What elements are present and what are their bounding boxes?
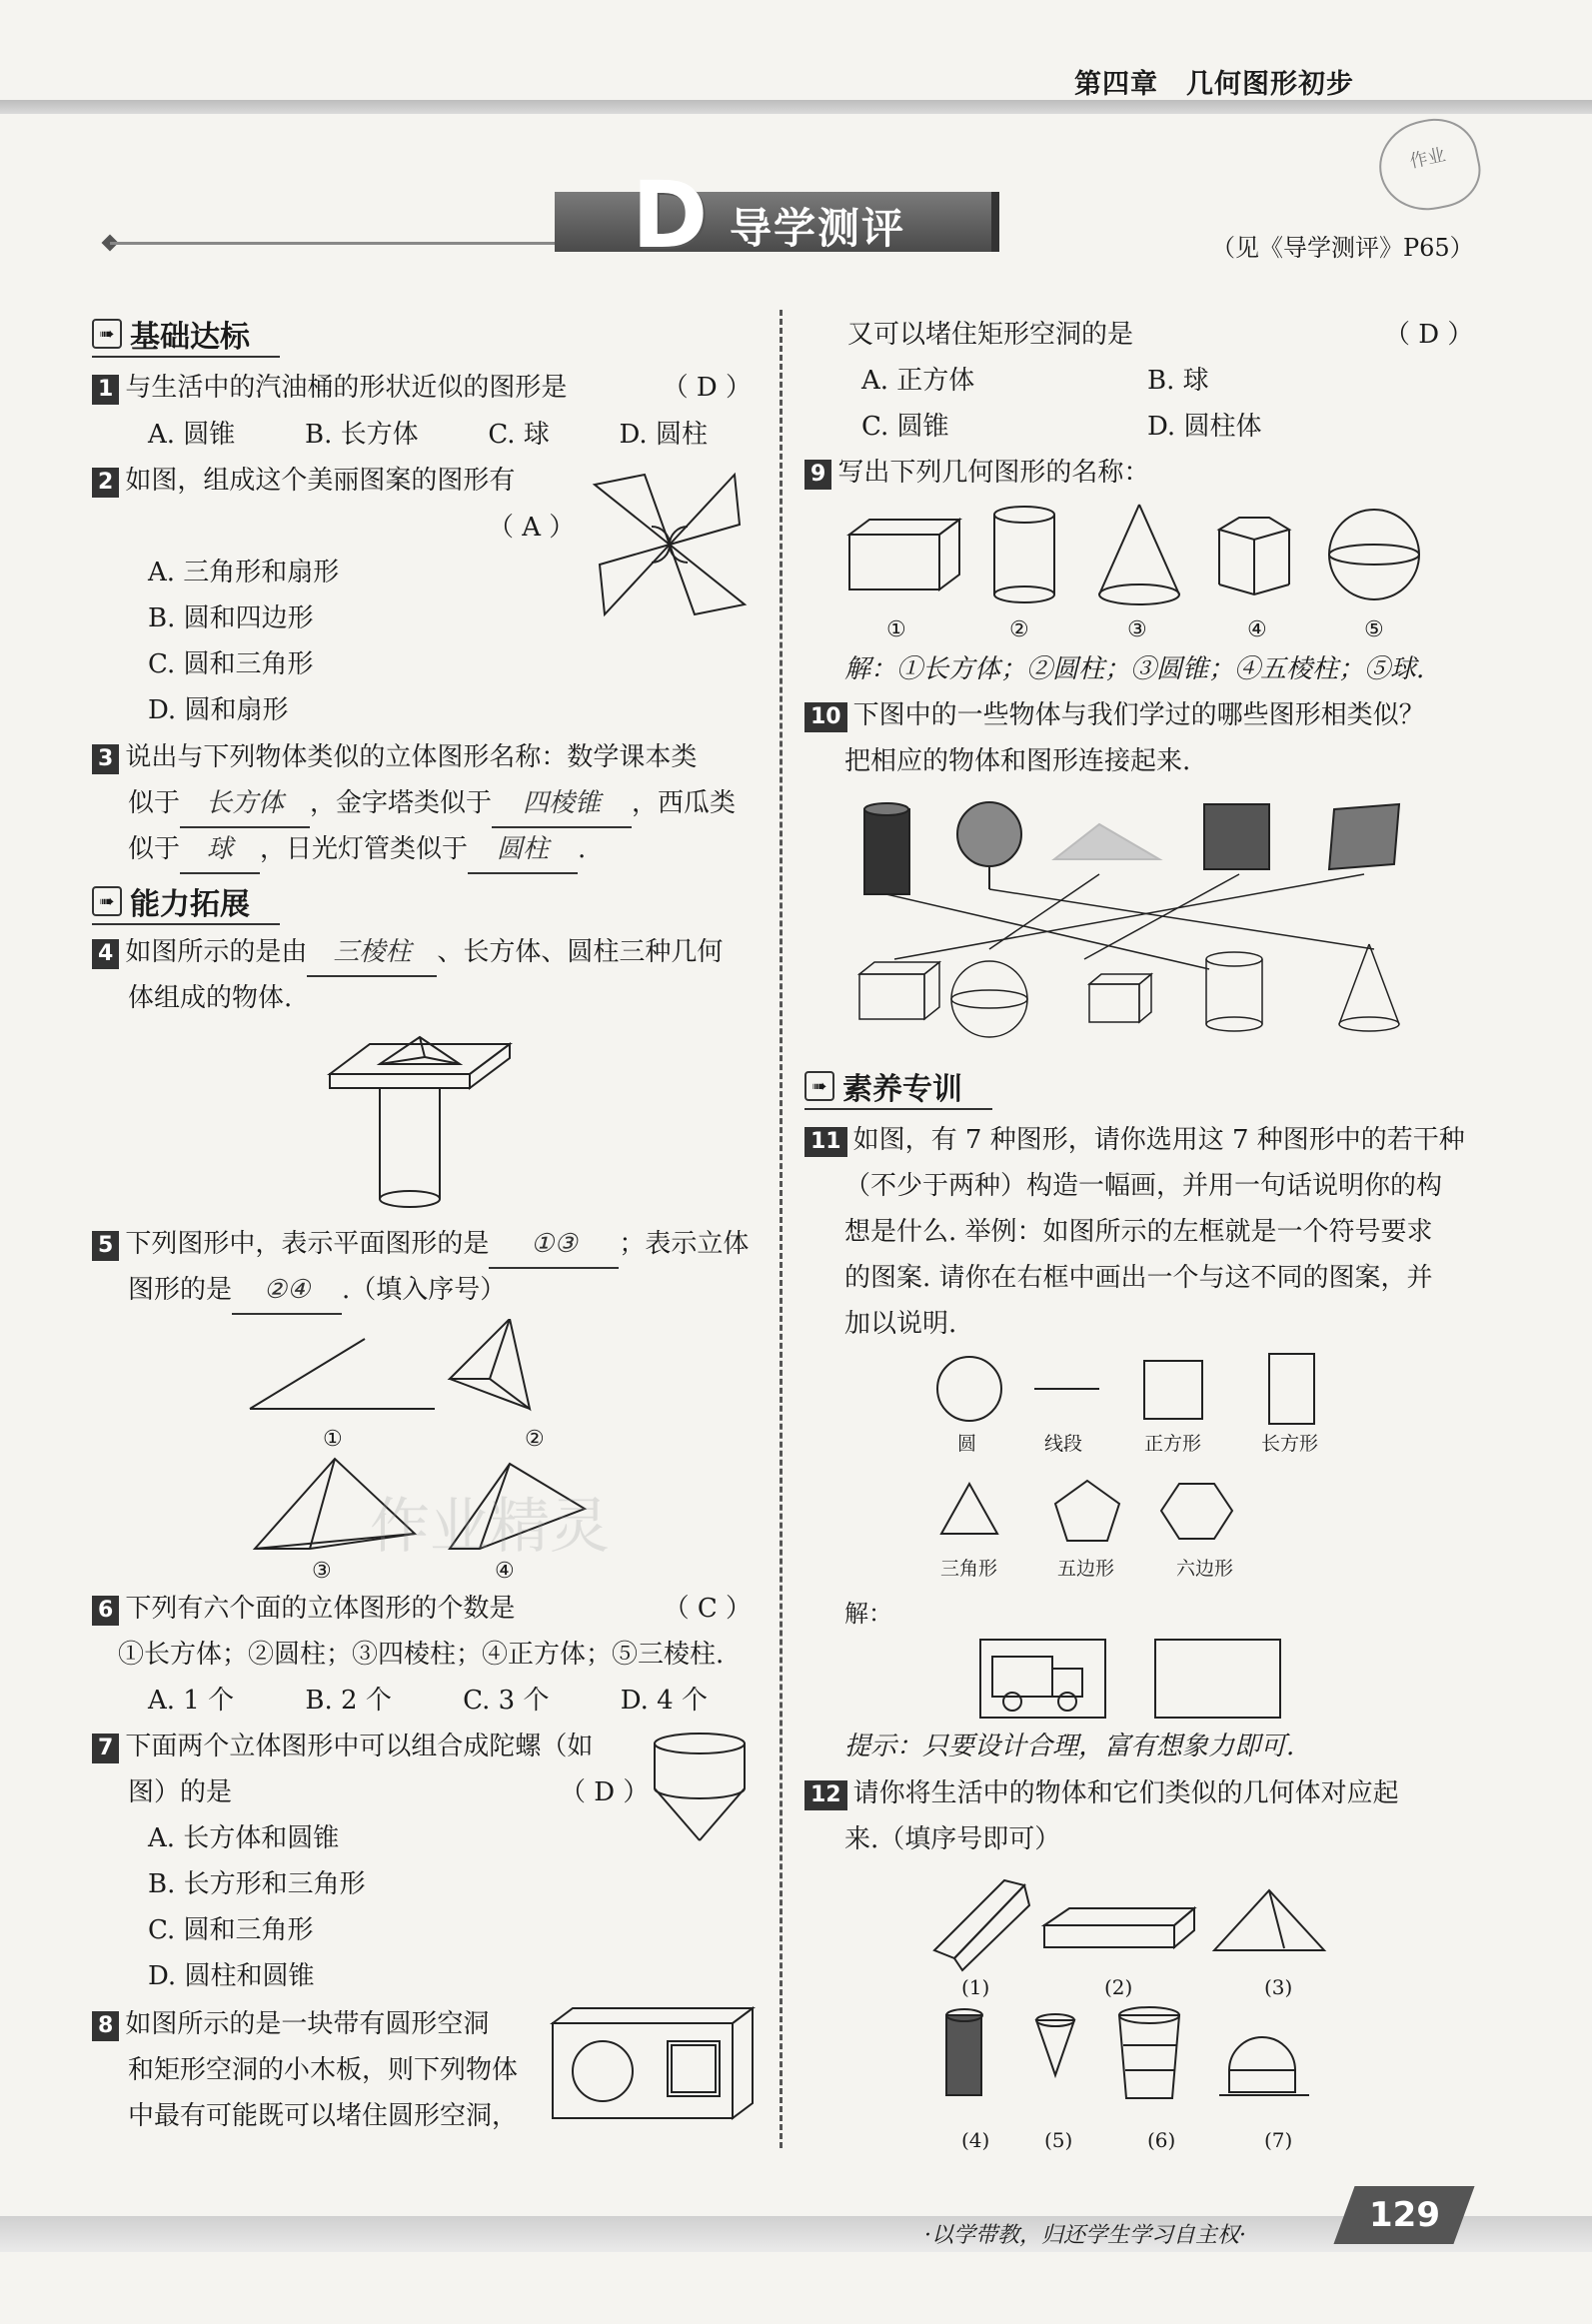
q2-option-d: D. 圆和扇形	[148, 695, 289, 725]
shape-label-pentagon: 五边形	[1057, 1558, 1115, 1580]
q6-answer: （ C ）	[663, 1594, 752, 1624]
q1-answer: （ D ）	[662, 373, 752, 403]
arrow-icon: ➠	[92, 319, 122, 349]
question-7: 7 下面两个立体图形中可以组合成陀螺（如	[92, 1724, 593, 1769]
q2-option-c: C. 圆和三角形	[148, 649, 314, 679]
question-9: 9 写出下列几何图形的名称：	[804, 450, 1149, 496]
q5-blank-2: ②④	[232, 1267, 342, 1315]
question-1: 1 与生活中的汽油桶的形状近似的图形是 （ D ）	[92, 365, 752, 411]
q8-line-4: 又可以堵住矩形空洞的是	[847, 320, 1134, 350]
shape-label-rectangle: 长方形	[1261, 1433, 1319, 1455]
q9-label-4: ④	[1247, 617, 1267, 642]
q7-answer: （ D ）	[560, 1777, 650, 1807]
q8-option-c: C. 圆锥	[861, 412, 949, 442]
q11-answer-frames	[977, 1637, 1287, 1722]
q10-matching-figure	[849, 794, 1479, 1054]
column-divider	[780, 310, 783, 2148]
question-11: 11 如图，有 7 种图形，请你选用这 7 种图形中的若干种	[804, 1117, 1465, 1163]
q7-option-d: D. 圆柱和圆锥	[148, 1961, 315, 1991]
q12-label-4: (4)	[961, 2128, 990, 2152]
q3-line-3: 似于 球 ，日光灯管类似于 圆柱 .	[128, 826, 586, 874]
shape-label-square: 正方形	[1144, 1433, 1202, 1455]
q11-line-4: 的图案. 请你在右框中画出一个与这不同的图案，并	[844, 1263, 1433, 1293]
q12-label-3: (3)	[1264, 1975, 1293, 1999]
shape-label-segment: 线段	[1044, 1433, 1083, 1455]
chapter-title: 第四章 几何图形初步	[1074, 69, 1354, 100]
footer-motto: ·以学带教，归还学生学习自主权·	[924, 2223, 1246, 2248]
q8-answer: （ D ）	[1384, 320, 1474, 350]
q11-line-3: 想是什么. 举例：如图所示的左框就是一个符号要求	[844, 1217, 1433, 1247]
q9-solids	[844, 500, 1484, 619]
q8-option-a: A. 正方体	[861, 366, 975, 396]
q3-blank-3: 球	[180, 826, 260, 874]
q4-line-2: 体组成的物体.	[128, 983, 293, 1013]
q12-label-7: (7)	[1264, 2128, 1293, 2152]
q7-spinning-top-figure	[645, 1729, 755, 1848]
q12-label-5: (5)	[1044, 2128, 1073, 2152]
q12-label-1: (1)	[961, 1975, 990, 1999]
q12-objects	[924, 1870, 1364, 2145]
question-12: 12 请你将生活中的物体和它们类似的几何体对应起	[804, 1770, 1399, 1816]
question-8: 8 如图所示的是一块带有圆形空洞	[92, 2001, 489, 2047]
q2-option-b: B. 圆和四边形	[148, 603, 314, 633]
q2-option-a: A. 三角形和扇形	[148, 558, 340, 587]
question-4: 4 如图所示的是由 三棱柱 、长方体、圆柱三种几何	[92, 929, 723, 977]
q4-blank: 三棱柱	[307, 929, 437, 977]
banner-letter: D	[632, 162, 709, 269]
q8-line-2: 和矩形空洞的小木板，则下列物体	[128, 2055, 519, 2085]
q10-line-2: 把相应的物体和图形连接起来.	[844, 746, 1191, 776]
q7-option-a: A. 长方体和圆锥	[148, 1823, 340, 1853]
question-6: 6 下列有六个面的立体图形的个数是 （ C ）	[92, 1586, 752, 1632]
q11-shapes	[929, 1349, 1349, 1569]
section-ability: ➠ 能力拓展	[92, 879, 280, 925]
q9-label-2: ②	[1009, 617, 1029, 642]
q12-label-6: (6)	[1147, 2128, 1176, 2152]
q11-hint: 提示：只要设计合理，富有想象力即可.	[844, 1732, 1295, 1761]
q3-blank-1: 长方体	[180, 780, 310, 828]
q7-option-b: B. 长方形和三角形	[148, 1869, 366, 1899]
section-literacy: ➠ 素养专训	[804, 1064, 992, 1110]
q12-label-2: (2)	[1104, 1975, 1133, 1999]
shape-label-hexagon: 六边形	[1176, 1558, 1234, 1580]
arrow-icon: ➠	[804, 1071, 834, 1101]
banner-line	[110, 242, 555, 245]
q2-pattern-figure	[585, 465, 755, 624]
page-number: 129	[1333, 2186, 1474, 2244]
q5-blank-1: ①③	[489, 1221, 619, 1269]
q1-options: A. 圆锥 B. 长方体 C. 球 D. 圆柱	[148, 420, 708, 450]
q4-composite-solid	[320, 1029, 520, 1219]
q8-option-b: B. 球	[1147, 366, 1209, 396]
q7-option-c: C. 圆和三角形	[148, 1915, 314, 1945]
question-5: 5 下列图形中，表示平面图形的是 ①③ ；表示立体	[92, 1221, 749, 1269]
q9-label-1: ①	[886, 617, 906, 642]
q11-solution-label: 解：	[844, 1600, 892, 1628]
shape-label-circle: 圆	[957, 1433, 977, 1455]
q6-options: A. 1 个 B. 2 个 C. 3 个 D. 4 个	[148, 1686, 708, 1716]
q5-label-2: ②	[525, 1427, 545, 1452]
question-10: 10 下图中的一些物体与我们学过的哪些图形相类似？	[804, 692, 1425, 738]
q8-board-figure	[548, 2003, 758, 2123]
banner-title: 导学测评	[730, 204, 906, 253]
arrow-icon: ➠	[92, 886, 122, 916]
question-2: 2 如图，组成这个美丽图案的图形有	[92, 458, 515, 504]
q3-line-2: 似于 长方体 ，金字塔类似于 四棱锥 ，西瓜类	[128, 780, 736, 828]
q5-label-3: ③	[312, 1559, 332, 1584]
watermark: 作业精灵	[370, 1492, 610, 1562]
q5-line-2: 图形的是 ②④ .（填入序号）	[128, 1267, 506, 1315]
q11-line-2: （不少于两种）构造一幅画，并用一句话说明你的构	[844, 1171, 1443, 1201]
q5-label-4: ④	[495, 1559, 515, 1584]
q9-label-3: ③	[1127, 617, 1147, 642]
q9-label-5: ⑤	[1364, 617, 1384, 642]
q7-line-2: 图）的是	[128, 1777, 233, 1807]
reference-note: （见《导学测评》P65）	[1211, 234, 1474, 262]
q3-blank-2: 四棱锥	[492, 780, 632, 828]
q3-blank-4: 圆柱	[468, 826, 578, 874]
shape-label-triangle: 三角形	[940, 1558, 998, 1580]
q9-solution: 解：①长方体；②圆柱；③圆锥；④五棱柱；⑤球.	[844, 654, 1425, 684]
q5-label-1: ①	[323, 1427, 343, 1452]
q12-line-2: 来.（填序号即可）	[844, 1824, 1061, 1854]
section-basic: ➠ 基础达标	[92, 312, 280, 358]
question-3: 3 说出与下列物体类似的立体图形名称：数学课本类	[92, 734, 697, 780]
q8-line-3: 中最有可能既可以堵住圆形空洞，	[128, 2101, 519, 2131]
q2-answer: （ A ）	[488, 513, 576, 543]
q6-list: ①长方体；②圆柱；③四棱柱；④正方体；⑤三棱柱.	[118, 1640, 725, 1670]
header-bar	[0, 100, 1592, 114]
q11-line-5: 加以说明.	[844, 1309, 957, 1339]
stamp-logo: 作业	[1371, 111, 1488, 220]
q8-option-d: D. 圆柱体	[1147, 412, 1262, 442]
